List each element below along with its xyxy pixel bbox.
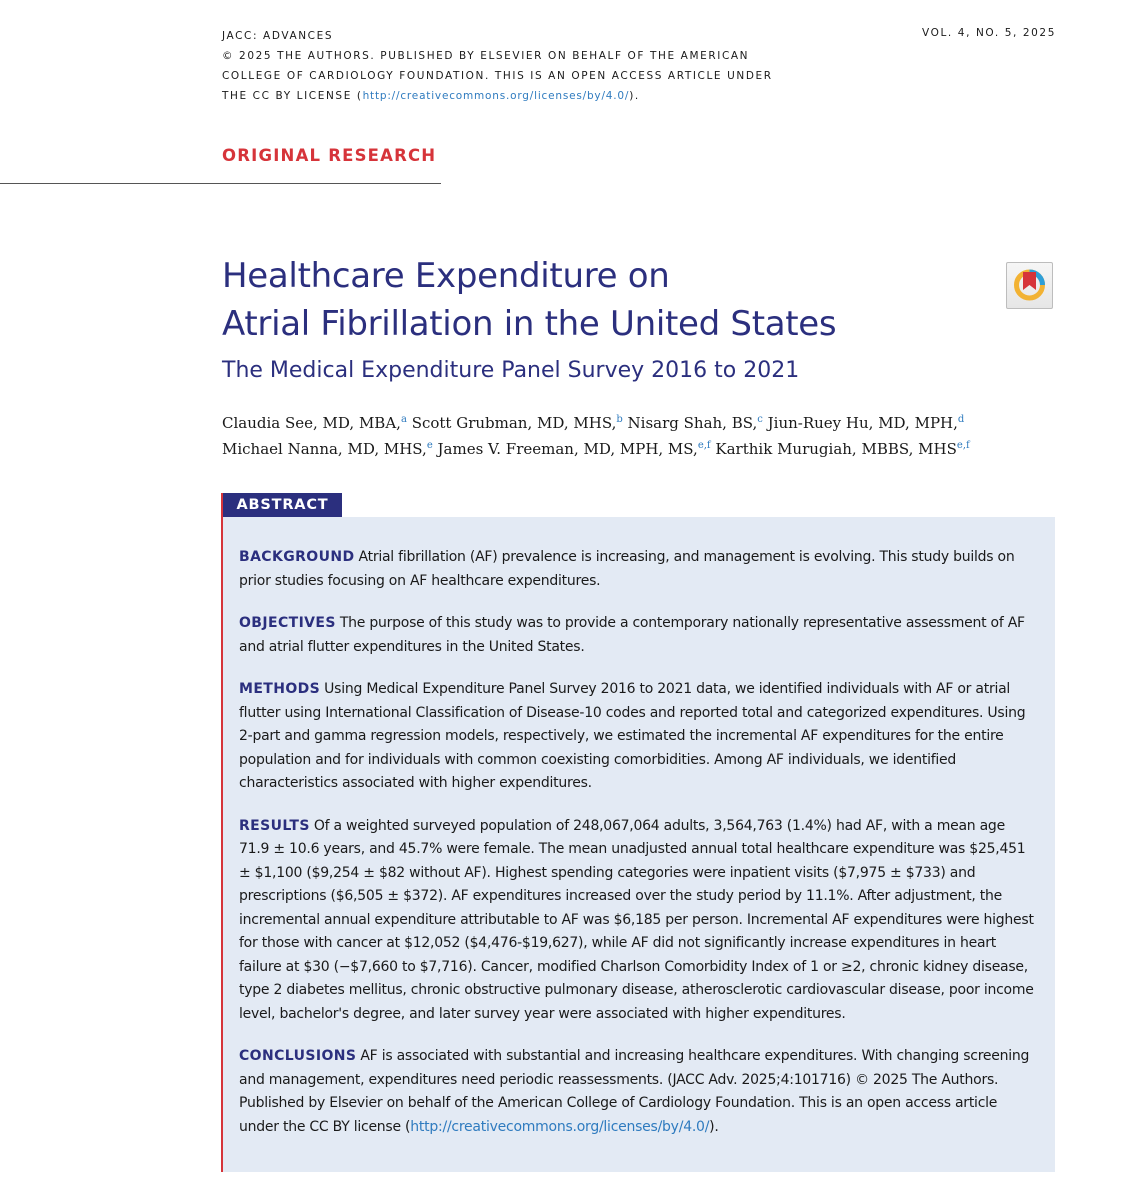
- methods-heading: METHODS: [239, 681, 321, 697]
- objectives-heading: OBJECTIVES: [239, 615, 336, 631]
- affiliation-marker[interactable]: e,f: [956, 440, 970, 451]
- author: Nisarg Shah, BS,$^c$: [627, 414, 763, 432]
- abstract-tab: ABSTRACT: [221, 493, 342, 517]
- affiliation-marker[interactable]: e,f: [697, 440, 711, 451]
- journal-meta: [222, 26, 773, 106]
- article-subtitle: The Medical Expenditure Panel Survey 2016 to 2021: [222, 358, 800, 383]
- author: Scott Grubman, MD, MHS,$^b$: [411, 414, 623, 432]
- abstract-methods: [239, 678, 1039, 796]
- abstract-objectives: [239, 612, 1039, 659]
- results-heading: RESULTS: [239, 817, 310, 834]
- abstract-background: [239, 546, 1039, 593]
- affiliation-marker[interactable]: a: [400, 414, 407, 425]
- crossmark-icon: [1007, 263, 1052, 308]
- journal-name: JACC: ADVANCES: [222, 30, 334, 42]
- author: Jiun-Ruey Hu, MD, MPH,$^d$: [767, 414, 965, 432]
- methods-text: Using Medical Expenditure Panel Survey 2016 to 2021 data, we identified individuals with AF or atrial flutter using International Classification of Disease-10 codes and reported total and categorized expenditures. Using 2-part and gamma regression models, respectively, we estimated the incremental AF expenditures for the entire population and for individuals with common coexisting comorbidities. Among AF individuals, we identified characteristics associated with higher expenditures.: [239, 681, 1026, 791]
- copyright-line-3-prefix: THE CC BY LICENSE (: [222, 90, 363, 102]
- conclusions-license-link[interactable]: http://creativecommons.org/licenses/by/4.0/: [410, 1118, 710, 1135]
- crossmark-button[interactable]: [1006, 262, 1053, 309]
- author: Michael Nanna, MD, MHS,$^e$: [222, 440, 433, 458]
- article-title-line-1: Healthcare Expenditure on: [222, 256, 670, 296]
- author: James V. Freeman, MD, MPH, MS,$^{e,f}$: [437, 440, 711, 458]
- abstract-conclusions: [239, 1045, 1039, 1139]
- author-list: [222, 410, 1022, 462]
- author: Karthik Murugiah, MBBS, MHS$^{e,f}$: [715, 440, 970, 458]
- volume-info: VOL. 4, NO. 5, 2025: [922, 27, 1056, 39]
- author: Claudia See, MD, MBA,$^a$: [222, 414, 407, 432]
- affiliation-marker[interactable]: e: [426, 440, 433, 451]
- article-title-line-2: Atrial Fibrillation in the United States: [222, 304, 837, 344]
- copyright-line-3: [222, 86, 773, 106]
- conclusions-heading: CONCLUSIONS: [239, 1048, 357, 1064]
- abstract-body: [239, 546, 1039, 1158]
- copyright-line-2: COLLEGE OF CARDIOLOGY FOUNDATION. THIS IS AN OPEN ACCESS ARTICLE UNDER: [222, 70, 773, 82]
- background-heading: BACKGROUND: [239, 549, 355, 565]
- conclusions-text: AF is associated with substantial and increasing healthcare expenditures. With changing screening and management, expenditures need periodic reassessments. (JACC Adv. 2025;4:101716) © 2025 The Authors. Published by Elsevier on behalf of the American College of Cardiology Foundation. This is an open access article under the CC BY license (: [239, 1048, 1030, 1135]
- license-link[interactable]: http://creativecommons.org/licenses/by/4.0/: [362, 90, 630, 102]
- conclusions-end: ).: [709, 1118, 719, 1135]
- affiliation-marker[interactable]: d: [957, 414, 965, 425]
- copyright-line-3-suffix: ).: [629, 90, 640, 102]
- section-divider: [0, 183, 441, 184]
- section-label: ORIGINAL RESEARCH: [222, 146, 437, 165]
- article-title: [222, 252, 836, 348]
- objectives-text: The purpose of this study was to provide a contemporary nationally representative assessment of AF and atrial flutter expenditures in the United States.: [239, 615, 1025, 655]
- copyright-line-1: © 2025 THE AUTHORS. PUBLISHED BY ELSEVIER ON BEHALF OF THE AMERICAN: [222, 50, 750, 62]
- background-text: Atrial fibrillation (AF) prevalence is increasing, and management is evolving. This study builds on prior studies focusing on AF healthcare expenditures.: [239, 549, 1015, 589]
- affiliation-marker[interactable]: b: [616, 414, 623, 425]
- affiliation-marker[interactable]: c: [757, 414, 763, 425]
- results-text: Of a weighted surveyed population of 248,067,064 adults, 3,564,763 (1.4%) had AF, with a mean age 71.9 ± 10.6 years, and 45.7% were female. The mean unadjusted annual total healthcare expenditure was $25,451 ± $1,100 ($9,254 ± $82 without AF). Highest spending categories were inpatient visits ($7,975 ± $733) and prescriptions ($6,505 ± $372). AF expenditures increased over the study period by 11.1%. After adjustment, the incremental annual expenditure attributable to AF was $6,185 per person. Incremental AF expenditures were highest for those with cancer at $12,052 ($4,476-$19,627), while AF did not significantly increase expenditures in heart failure at $30 (−$7,660 to $7,716). Cancer, modified Charlson Comorbidity Index of 1 or ≥2, chronic kidney disease, type 2 diabetes mellitus, chronic obstructive pulmonary disease, atherosclerotic cardiovascular disease, poor income level, bachelor's degree, and later survey year were associated with higher expenditures.: [239, 817, 1034, 1022]
- abstract-results: [239, 815, 1039, 1027]
